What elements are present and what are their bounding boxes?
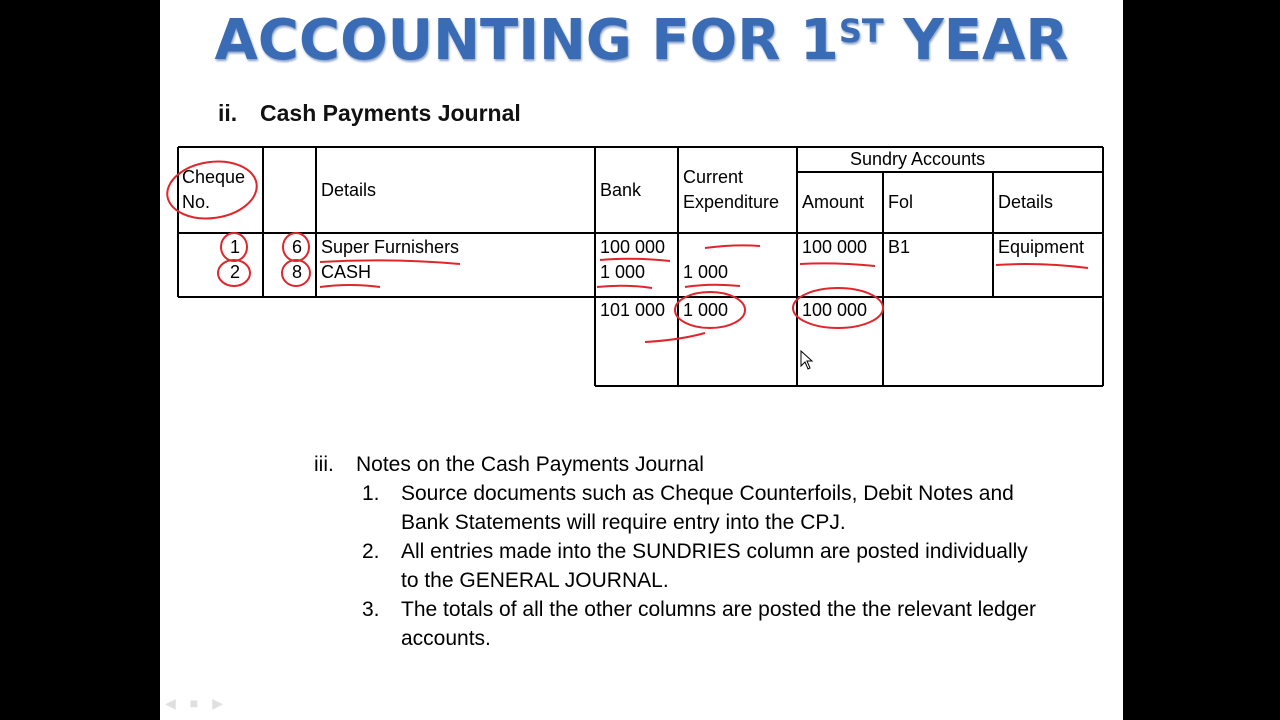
header-sundry-details: Details bbox=[998, 192, 1054, 212]
prev-slide-icon[interactable]: ◀ bbox=[165, 695, 176, 711]
section-title: Cash Payments Journal bbox=[260, 100, 521, 126]
list-item-text: All entries made into the SUNDRIES column are posted individually to the GENERAL JOURNAL. bbox=[401, 540, 1028, 592]
row1-bank: 100 000 bbox=[600, 237, 666, 257]
row1-sundry-details: Equipment bbox=[998, 237, 1085, 257]
slide bbox=[160, 0, 1123, 720]
header-amount: Amount bbox=[802, 192, 865, 212]
list-item bbox=[362, 537, 1051, 595]
total-bank: 101 000 bbox=[600, 300, 666, 320]
slide-title: ACCOUNTING FOR 1ST YEAR bbox=[214, 8, 1069, 73]
next-slide-icon[interactable]: ▶ bbox=[212, 695, 224, 711]
list-item-number: 3. bbox=[362, 598, 380, 621]
row1-amount: 100 000 bbox=[802, 237, 868, 257]
row1-cheque: 1 bbox=[230, 237, 241, 257]
list-item bbox=[362, 479, 1051, 537]
row1-day: 6 bbox=[292, 237, 303, 257]
mouse-cursor-icon bbox=[800, 350, 814, 370]
total-current: 1 000 bbox=[683, 300, 729, 320]
header-bank: Bank bbox=[600, 180, 642, 200]
list-item-text: The totals of all the other columns are posted the the relevant ledger accounts. bbox=[401, 598, 1037, 650]
row1-fol: B1 bbox=[888, 237, 911, 257]
list-item-text: Source documents such as Cheque Counterfoils, Debit Notes and Bank Statements will require entry into the CPJ. bbox=[401, 482, 1014, 534]
row2-cheque: 2 bbox=[230, 262, 241, 282]
header-current: Current bbox=[683, 167, 744, 187]
header-sundry-accounts: Sundry Accounts bbox=[850, 149, 986, 169]
notes-heading bbox=[314, 450, 1051, 479]
row2-current: 1 000 bbox=[683, 262, 729, 282]
slideshow-nav[interactable] bbox=[165, 695, 223, 712]
header-expenditure: Expenditure bbox=[683, 192, 780, 212]
header-cheque: Cheque bbox=[182, 167, 246, 187]
notes-title: Notes on the Cash Payments Journal bbox=[356, 453, 704, 476]
list-item-number: 2. bbox=[362, 540, 380, 563]
row2-day: 8 bbox=[292, 262, 303, 282]
section-number: ii. bbox=[218, 100, 238, 126]
notes-section bbox=[314, 450, 1051, 653]
row2-bank: 1 000 bbox=[600, 262, 646, 282]
row2-details: CASH bbox=[321, 262, 372, 282]
header-cheque-no: No. bbox=[182, 192, 211, 212]
header-fol: Fol bbox=[888, 192, 914, 212]
header-details: Details bbox=[321, 180, 377, 200]
list-item bbox=[362, 595, 1051, 653]
total-amount: 100 000 bbox=[802, 300, 868, 320]
notes-number: iii. bbox=[314, 453, 334, 476]
list-item-number: 1. bbox=[362, 482, 380, 505]
menu-icon[interactable]: ■ bbox=[189, 695, 199, 711]
row1-details: Super Furnishers bbox=[321, 237, 460, 257]
